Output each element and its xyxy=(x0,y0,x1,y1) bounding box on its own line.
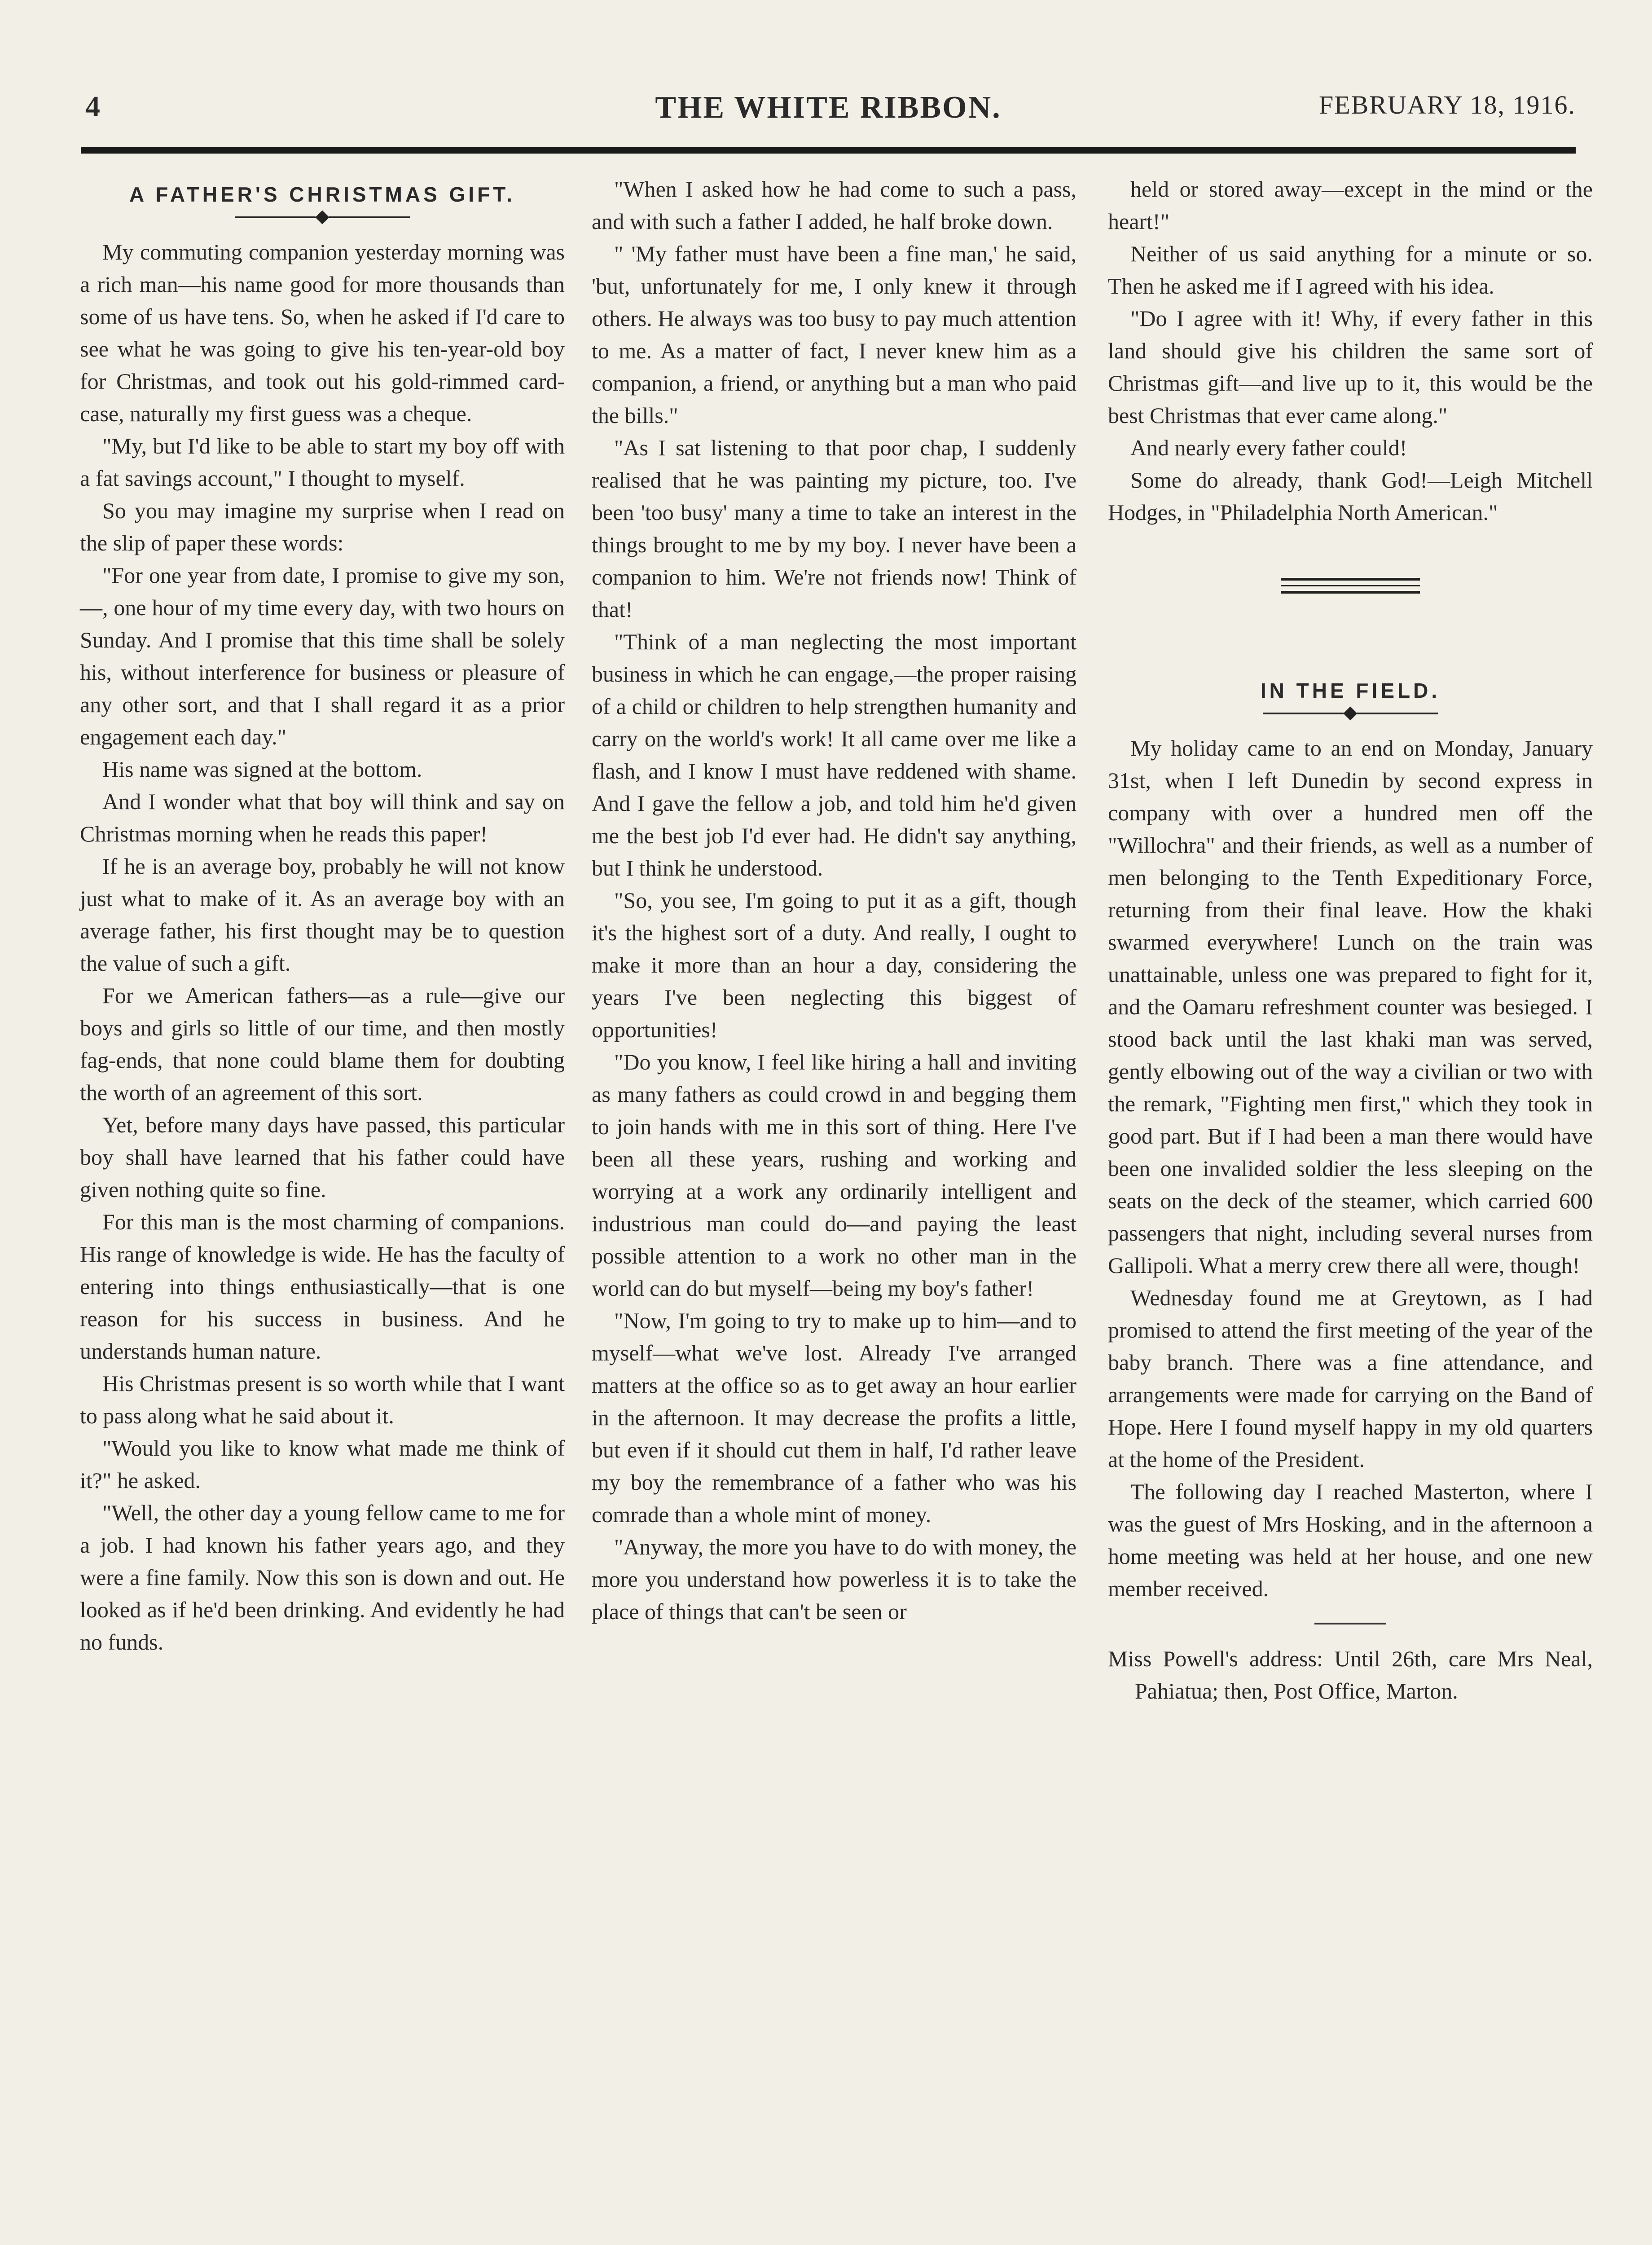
paragraph: For we American fathers—as a rule—give our boys and girls so little of our time, and then mostly fag-ends, that none could blame them for doubting the worth of an agreement of this sort. xyxy=(80,983,565,1105)
paragraph: His Christmas present is so worth while that I want to pass along what he said about it. xyxy=(80,1371,565,1428)
page-number: 4 xyxy=(85,90,100,123)
paragraph: If he is an average boy, probably he will not know just what to make of it. As an average boy with an average father, his first thought may be to question the value of such a gift. xyxy=(80,854,565,976)
paragraph: " 'My father must have been a fine man,' he said, 'but, unfortunately for me, I only knew it through others. He always was too busy to pay much attention to me. As a matter of fact, I never knew him as a companion, a friend, or anything but a man who paid the bills." xyxy=(592,241,1076,428)
paragraph: His name was signed at the bottom. xyxy=(102,757,422,782)
paragraph: The following day I reached Masterton, where I was the guest of Mrs Hosking, and in the afternoon a home meeting was held at her house, and one new member received. xyxy=(1108,1479,1593,1601)
paragraph: My commuting companion yesterday morning was a rich man—his name good for more thousands than some of us have tens. So, when he asked if I'd care to see what he was going to give his ten-year-old boy for Christmas, and took out his gold-rimmed card-case, naturally my first guess was a cheque. xyxy=(80,239,565,426)
title-ornament xyxy=(1108,709,1593,718)
paragraph: So you may imagine my surprise when I read on the slip of paper these words: xyxy=(80,498,565,555)
attribution: Some do already, thank God!—Leigh Mitchell Hodges, in "Philadelphia North American." xyxy=(1108,467,1593,525)
column-2 xyxy=(592,173,1076,1628)
paragraph: "Think of a man neglecting the most important business in which he can engage,—the proper raising of a child or children to help strengthen humanity and carry on the world's work! It all came over me like a flash, and I know I must have reddened with shame. And I gave the fellow a job, and told him he'd given me the best job I'd ever had. He didn't say anything, but I think he understood. xyxy=(592,629,1076,880)
paragraph: Wednesday found me at Greytown, as I had promised to attend the first meeting of the year of the baby branch. There was a fine attendance, and arrangements were made for carrying on the Band of Hope. Here I found myself happy in my old quarters at the home of the President. xyxy=(1108,1285,1593,1472)
paragraph: And I wonder what that boy will think and say on Christmas morning when he reads this paper! xyxy=(80,789,565,846)
page-header xyxy=(81,90,1576,148)
paragraph: "For one year from date, I promise to give my son, —, one hour of my time every day, with two hours on Sunday. And I promise that this time shall be solely his, without interference for business or pleasure of any other sort, and that I shall regard it as a prior engagement each day." xyxy=(80,563,565,749)
title-ornament xyxy=(80,212,565,222)
paragraph: "When I asked how he had come to such a pass, and with such a father I added, he half broke down. xyxy=(592,176,1076,234)
paragraph: For this man is the most charming of companions. His range of knowledge is wide. He has the faculty of entering into things enthusiastically—that is one reason for his success in business. And he understands human nature. xyxy=(80,1209,565,1364)
article-title: IN THE FIELD. xyxy=(1260,679,1441,702)
paragraph: My holiday came to an end on Monday, January 31st, when I left Dunedin by second express in company with over a hundred men off the "Willochra" and their friends, as well as a number of men belonging to the Tenth Expeditionary Force, returning from their final leave. How the khaki swarmed everywhere! Lunch on the train was unattainable, unless one was prepared to fight for it, and the Oamaru refreshment counter was besieged. I stood back until the last khaki man was served, gently elbowing out of the way a civilian or two with the remark, "Fighting men first," which they took in good part. But if I had been a man there would have been one invalided soldier the less sleeping on the seats on the deck of the steamer, which carried 600 passengers that night, including several nurses from Gallipoli. What a merry crew there all were, though! xyxy=(1108,735,1593,1278)
paragraph: "Do I agree with it! Why, if every father in this land should give his children the same sort of Christmas gift—and live up to it, this would be the best Christmas that ever came along." xyxy=(1108,306,1593,428)
paragraph: "My, but I'd like to be able to start my boy off with a fat savings account," I thought to myself. xyxy=(80,433,565,491)
paragraph: "Anyway, the more you have to do with money, the more you understand how powerless it is to take the place of things that can't be seen or xyxy=(592,1534,1076,1624)
short-rule xyxy=(1314,1623,1386,1624)
address-note: Miss Powell's address: Until 26th, care Mrs Neal, Pahiatua; then, Post Office, Marton. xyxy=(1108,1646,1593,1704)
paragraph: Yet, before many days have passed, this particular boy shall have learned that his father could have given nothing quite so fine. xyxy=(80,1112,565,1202)
paragraph: "Do you know, I feel like hiring a hall and inviting as many fathers as could crowd in and begging them to join hands with me in this sort of thing. Here I've been all these years, rushing and working and worrying at a work any ordinarily intelligent and industrious man could do—and paying the least possible attention to a work no other man in the world can do but myself—being my boy's father! xyxy=(592,1049,1076,1301)
issue-date: FEBRUARY 18, 1916. xyxy=(1318,90,1576,119)
article-title: A FATHER'S CHRISTMAS GIFT. xyxy=(129,183,515,206)
paragraph: "Now, I'm going to try to make up to him—and to myself—what we've lost. Already I've arranged matters at the office so as to get away an hour earlier in the afternoon. It may decrease the profits a little, but even if it should cut them in half, I'd rather leave my boy the remembrance of a father who was his comrade than a whole mint of money. xyxy=(592,1308,1076,1527)
paragraph: "So, you see, I'm going to put it as a gift, though it's the highest sort of a duty. And really, I ought to make it more than an hour a day, considering the years I've been neglecting this biggest of opportunities! xyxy=(592,888,1076,1042)
paragraph: "Would you like to know what made me think of it?" he asked. xyxy=(80,1435,565,1493)
article-separator xyxy=(1281,578,1420,594)
header-rule xyxy=(81,147,1576,154)
paragraph: "As I sat listening to that poor chap, I suddenly realised that he was painting my picture, too. I've been 'too busy' many a time to take an interest in the things brought to me by my boy. I never have been a companion to him. We're not friends now! Think of that! xyxy=(592,435,1076,622)
column-1 xyxy=(80,173,565,1658)
column-3 xyxy=(1108,173,1593,1707)
paragraph: "Well, the other day a young fellow came to me for a job. I had known his father years ago, and they were a fine family. Now this son is down and out. He looked as if he'd been drinking. And evidently he had no funds. xyxy=(80,1500,565,1655)
paragraph: Neither of us said anything for a minute or so. Then he asked me if I agreed with his idea. xyxy=(1108,241,1593,299)
journal-title: THE WHITE RIBBON. xyxy=(655,90,1002,125)
paragraph: And nearly every father could! xyxy=(1130,435,1407,460)
paragraph: held or stored away—except in the mind or the heart!" xyxy=(1108,176,1593,234)
